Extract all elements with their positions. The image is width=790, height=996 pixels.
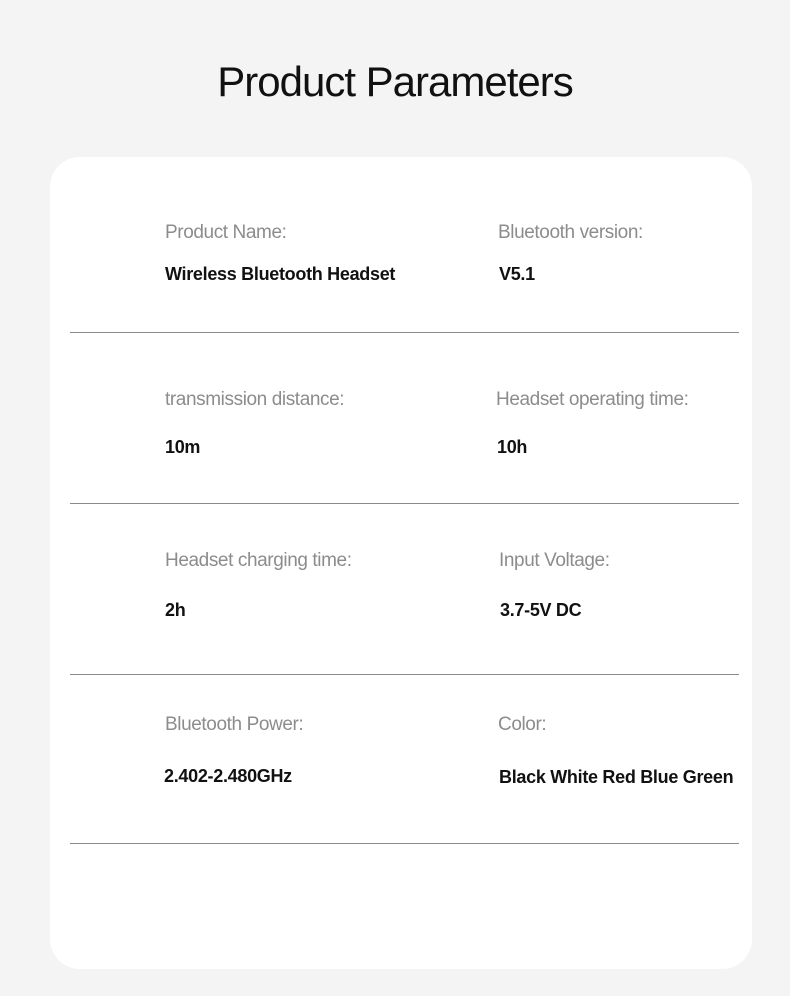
param-value-transmission-distance: 10m [165, 437, 201, 457]
param-value-product-name: Wireless Bluetooth Headset [165, 264, 396, 284]
param-value-bluetooth-power: 2.402-2.480GHz [164, 766, 292, 786]
param-value-operating-time: 10h [497, 437, 528, 457]
param-value-charging-time: 2h [165, 600, 186, 620]
param-label-input-voltage: Input Voltage: [499, 550, 610, 571]
param-label-product-name: Product Name: [165, 222, 287, 243]
param-label-transmission-distance: transmission distance: [165, 389, 345, 410]
param-label-bluetooth-power: Bluetooth Power: [165, 714, 304, 735]
param-value-bluetooth-version: V5.1 [499, 264, 535, 284]
param-label-operating-time: Headset operating time: [496, 389, 689, 410]
param-value-input-voltage: 3.7-5V DC [500, 600, 582, 620]
page-title: Product Parameters [217, 58, 573, 105]
param-label-charging-time: Headset charging time: [165, 550, 352, 571]
parameters-card [50, 157, 752, 969]
param-value-color: Black White Red Blue Green [499, 767, 734, 787]
param-label-color: Color: [498, 714, 547, 735]
row-divider [70, 332, 739, 333]
param-label-bluetooth-version: Bluetooth version: [498, 222, 643, 243]
row-divider [70, 843, 739, 844]
row-divider [70, 674, 739, 675]
row-divider [70, 503, 739, 504]
